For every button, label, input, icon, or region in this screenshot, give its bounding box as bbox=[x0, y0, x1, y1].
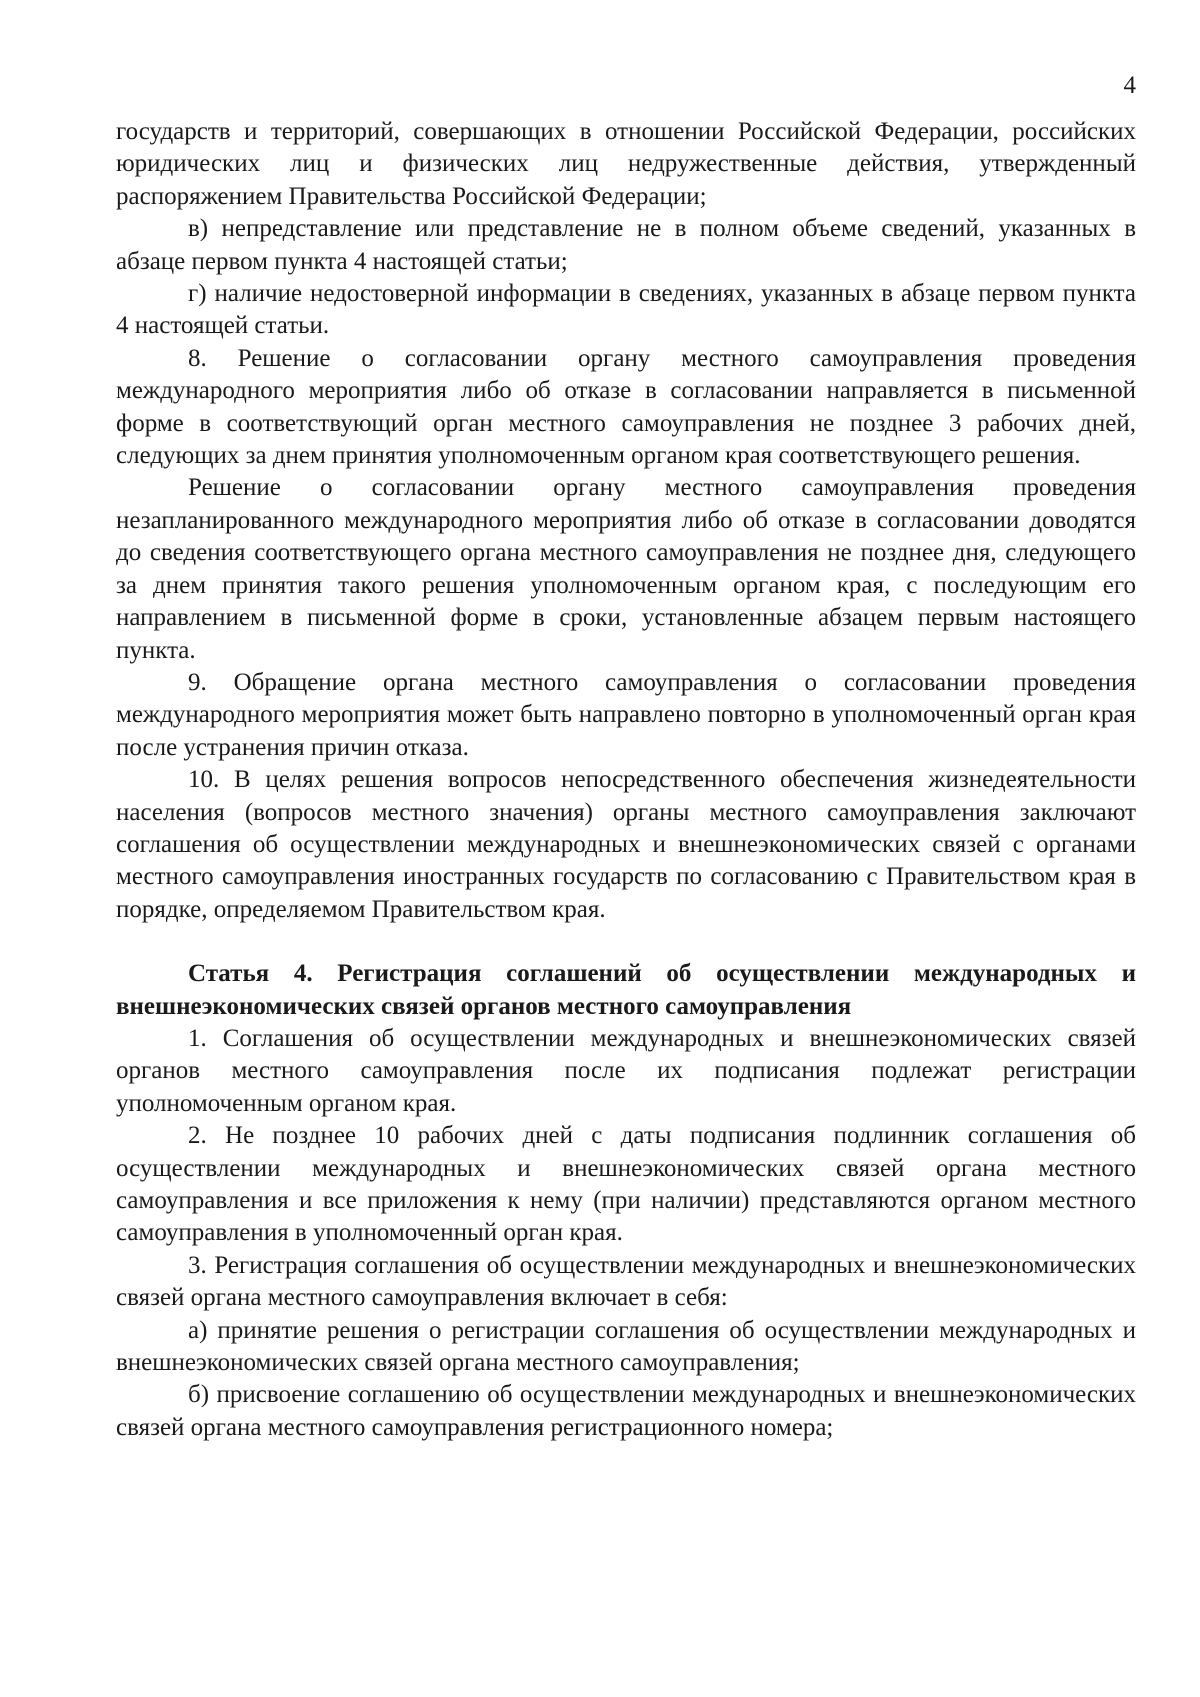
paragraph-point-10: 10. В целях решения вопросов непосредственного обеспечения жизнедеятельности населения (вопросов местного значения) органы местного самоуправления заключают соглашения об осуществлении международных и внешнеэкономических связей с органами местного самоуправления иностранных государств по согласованию с Правительством края в порядке, определяемом Правительством края. bbox=[116, 766, 1136, 923]
paragraph-article4-item-a: а) принятие решения о регистрации соглашения об осуществлении международных и внешнеэкономических связей органа местного самоуправления; bbox=[116, 1316, 1136, 1377]
document-body bbox=[116, 116, 1136, 1444]
article-heading: Статья 4. Регистрация соглашений об осуществлении международных и внешнеэкономических связей органов местного самоуправления bbox=[116, 960, 1136, 1020]
paragraph-article4-point-1: 1. Соглашения об осуществлении международных и внешнеэкономических связей органов местного самоуправления после их подписания подлежат регистрации уполномоченным органом края. bbox=[116, 1024, 1136, 1117]
page-number: 4 bbox=[1123, 72, 1136, 99]
paragraph-point-8: 8. Решение о согласовании органу местного самоуправления проведения международного мероприятия либо об отказе в согласовании направляется в письменной форме в соответствующий орган местного самоуправления не позднее 3 рабочих дней, следующих за днем принятия уполномоченным органом края соответствующего решения. bbox=[116, 344, 1136, 470]
paragraph-article4-point-3: 3. Регистрация соглашения об осуществлении международных и внешнеэкономических связей органа местного самоуправления включает в себя: bbox=[116, 1251, 1136, 1312]
paragraph-point-8-second: Решение о согласовании органу местного самоуправления проведения незапланированного международного мероприятия либо об отказе в согласовании доводятся до сведения соответствующего органа местного самоуправления не позднее дня, следующего за днем принятия такого решения уполномоченным органом края, с последующим его направлением в письменной форме в сроки, установленные абзацем первым настоящего пункта. bbox=[116, 474, 1136, 664]
paragraph-item-v: в) непредставление или представление не в полном объеме сведений, указанных в абзаце первом пункта 4 настоящей статьи; bbox=[116, 215, 1136, 275]
paragraph-article4-point-2: 2. Не позднее 10 рабочих дней с даты подписания подлинник соглашения об осуществлении международных и внешнеэкономических связей органа местного самоуправления и все приложения к нему (при наличии) представляются органом местного самоуправления в уполномоченный орган края. bbox=[116, 1122, 1136, 1247]
paragraph-article4-item-b: б) присвоение соглашению об осуществлении международных и внешнеэкономических связей органа местного самоуправления регистрационного номера; bbox=[116, 1381, 1136, 1441]
paragraph-continuation: государств и территорий, совершающих в отношении Российской Федерации, российских юридических лиц и физических лиц недружественные действия, утвержденный распоряжением Правительства Российской Федерации; bbox=[116, 118, 1136, 210]
paragraph-item-g: г) наличие недостоверной информации в сведениях, указанных в абзаце первом пункта 4 настоящей статьи. bbox=[116, 280, 1136, 340]
paragraph-point-9: 9. Обращение органа местного самоуправления о согласовании проведения международного мероприятия может быть направлено повторно в уполномоченный орган края после устранения причин отказа. bbox=[116, 668, 1136, 761]
